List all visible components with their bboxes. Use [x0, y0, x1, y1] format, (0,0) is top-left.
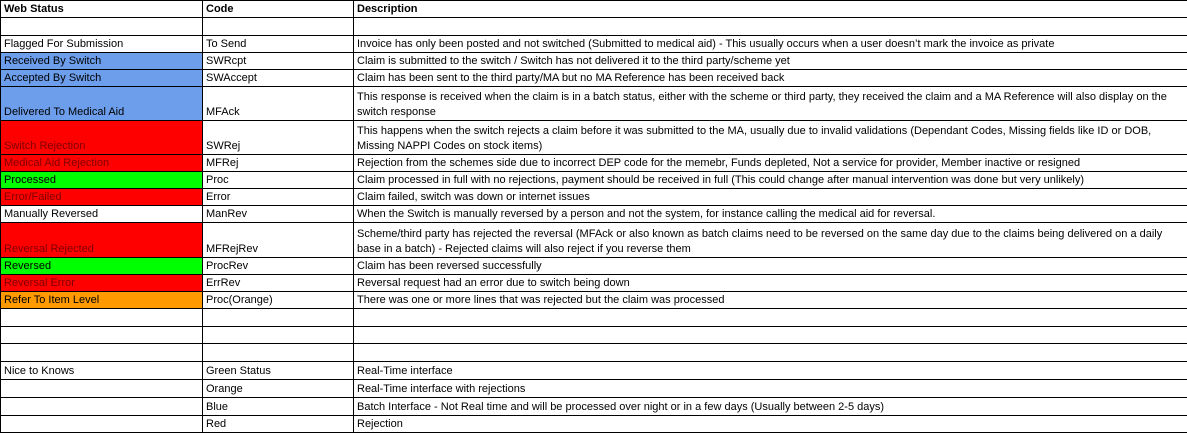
empty-cell[interactable] — [1, 344, 203, 362]
empty-cell[interactable] — [1, 398, 203, 416]
code-cell[interactable]: Error — [203, 189, 354, 206]
table-row — [1, 275, 1187, 292]
table-row — [1, 292, 1187, 309]
empty-cell[interactable] — [1, 309, 203, 327]
description-cell[interactable]: This response is received when the claim is in a batch status, either with the scheme or third party, they received the claim and a MA Reference will also display on the switch response — [354, 87, 1187, 121]
empty-cell[interactable] — [1, 416, 203, 433]
header-code[interactable]: Code — [203, 1, 354, 18]
empty-cell[interactable] — [354, 309, 1187, 327]
code-cell[interactable]: SWRcpt — [203, 53, 354, 70]
empty-cell[interactable] — [354, 327, 1187, 344]
description-cell[interactable]: Claim has been sent to the third party/MA but no MA Reference has been received back — [354, 70, 1187, 87]
description-cell[interactable]: Invoice has only been posted and not switched (Submitted to medical aid) - This usually occurs when a user doesn’t mark the invoice as private — [354, 36, 1187, 53]
description-cell[interactable]: This happens when the switch rejects a claim before it was submitted to the MA, usually due to invalid validations (Dependant Codes, Missing fields like ID or DOB, Missing NAPPI Codes on stock items) — [354, 121, 1187, 155]
description-cell[interactable]: Scheme/third party has rejected the reversal (MFAck or also known as batch claims need to be reversed on the same day due to the claims being delivered on a daily base in a batch) - Rejected claims will also reject if you reverse them — [354, 223, 1187, 258]
description-cell[interactable]: When the Switch is manually reversed by a person and not the system, for instance calling the medical aid for reversal. — [354, 206, 1187, 223]
description-cell[interactable]: Claim failed, switch was down or internet issues — [354, 189, 1187, 206]
table-row — [1, 53, 1187, 70]
empty-row — [1, 327, 1187, 344]
nice-code-cell[interactable]: Green Status — [203, 362, 354, 380]
nice-label-cell[interactable]: Nice to Knows — [1, 362, 203, 380]
empty-row — [1, 344, 1187, 362]
nice-description-cell[interactable]: Rejection — [354, 416, 1187, 433]
code-cell[interactable]: SWRej — [203, 121, 354, 155]
status-cell[interactable]: Reversal Rejected — [1, 223, 203, 258]
nice-description-cell[interactable]: Real-Time interface — [354, 362, 1187, 380]
table-row — [1, 206, 1187, 223]
empty-cell[interactable] — [1, 380, 203, 398]
header-web-status[interactable]: Web Status — [1, 1, 203, 18]
code-cell[interactable]: To Send — [203, 36, 354, 53]
header-description[interactable]: Description — [354, 1, 1187, 18]
table-row — [1, 36, 1187, 53]
empty-cell[interactable] — [1, 327, 203, 344]
nice-description-cell[interactable]: Batch Interface - Not Real time and will be processed over night or in a few days (Usually between 2-5 days) — [354, 398, 1187, 416]
status-cell[interactable]: Reversed — [1, 258, 203, 275]
nice-row — [1, 362, 1187, 380]
table-row — [1, 155, 1187, 172]
nice-code-cell[interactable]: Orange — [203, 380, 354, 398]
description-cell[interactable]: Claim processed in full with no rejections, payment should be received in full (This could change after manual intervention was done but very unlikely) — [354, 172, 1187, 189]
description-cell[interactable]: Rejection from the schemes side due to incorrect DEP code for the memebr, Funds depleted, Not a service for provider, Member inactive or resigned — [354, 155, 1187, 172]
code-cell[interactable]: Proc — [203, 172, 354, 189]
empty-cell[interactable] — [203, 18, 354, 36]
status-cell[interactable]: Manually Reversed — [1, 206, 203, 223]
status-cell[interactable]: Accepted By Switch — [1, 70, 203, 87]
empty-cell[interactable] — [354, 18, 1187, 36]
code-cell[interactable]: ManRev — [203, 206, 354, 223]
table-row — [1, 258, 1187, 275]
empty-cell[interactable] — [203, 344, 354, 362]
empty-row — [1, 18, 1187, 36]
nice-row — [1, 380, 1187, 398]
description-cell[interactable]: Claim has been reversed successfully — [354, 258, 1187, 275]
table-row — [1, 121, 1187, 155]
nice-code-cell[interactable]: Blue — [203, 398, 354, 416]
status-cell[interactable]: Flagged For Submission — [1, 36, 203, 53]
code-cell[interactable]: MFRej — [203, 155, 354, 172]
description-cell[interactable]: There was one or more lines that was rejected but the claim was processed — [354, 292, 1187, 309]
status-cell[interactable]: Received By Switch — [1, 53, 203, 70]
code-cell[interactable]: ProcRev — [203, 258, 354, 275]
status-cell[interactable]: Refer To Item Level — [1, 292, 203, 309]
description-cell[interactable]: Claim is submitted to the switch / Switch has not delivered it to the third party/scheme yet — [354, 53, 1187, 70]
empty-cell[interactable] — [354, 344, 1187, 362]
code-cell[interactable]: Proc(Orange) — [203, 292, 354, 309]
nice-description-cell[interactable]: Real-Time interface with rejections — [354, 380, 1187, 398]
status-cell[interactable]: Reversal Error — [1, 275, 203, 292]
empty-cell[interactable] — [1, 18, 203, 36]
code-cell[interactable]: SWAccept — [203, 70, 354, 87]
status-cell[interactable]: Medical Aid Rejection — [1, 155, 203, 172]
empty-cell[interactable] — [203, 327, 354, 344]
empty-cell[interactable] — [203, 309, 354, 327]
empty-row — [1, 309, 1187, 327]
nice-row — [1, 416, 1187, 433]
status-cell[interactable]: Switch Rejection — [1, 121, 203, 155]
code-cell[interactable]: MFAck — [203, 87, 354, 121]
table-row — [1, 70, 1187, 87]
table-row — [1, 87, 1187, 121]
table-row — [1, 189, 1187, 206]
status-cell[interactable]: Delivered To Medical Aid — [1, 87, 203, 121]
header-row — [1, 1, 1187, 18]
nice-row — [1, 398, 1187, 416]
code-cell[interactable]: ErrRev — [203, 275, 354, 292]
description-cell[interactable]: Reversal request had an error due to switch being down — [354, 275, 1187, 292]
table-row — [1, 172, 1187, 189]
code-cell[interactable]: MFRejRev — [203, 223, 354, 258]
nice-code-cell[interactable]: Red — [203, 416, 354, 433]
status-cell[interactable]: Processed — [1, 172, 203, 189]
status-cell[interactable]: Error/Failed — [1, 189, 203, 206]
table-row — [1, 223, 1187, 258]
